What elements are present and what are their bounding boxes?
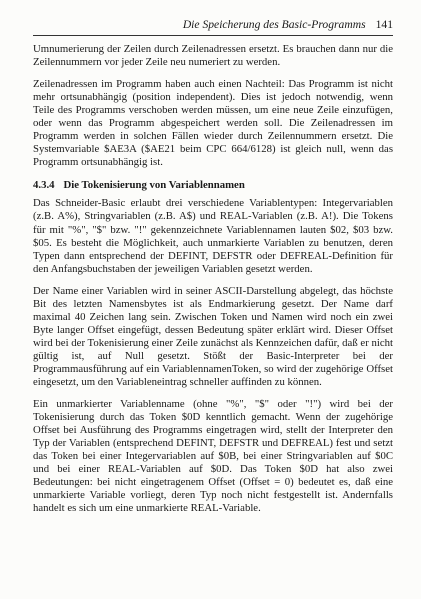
paragraph-2: Zeilenadressen im Programm haben auch einen Nachteil: Das Programm ist nicht mehr ortsunabhängig (position independent). Dies ist jedoch notwendig, wenn Teile des Programms verschoben werden müssen, um eine neue Zeile einzufügen, oder wenn das Programm abgespeichert werden soll. Die Zeilenadressen im Programm werden in solchen Fällen wieder durch Zeilennummern ersetzt. Die Systemvariable $AE3A ($AE21 beim CPC 664/6128) ist gleich null, wenn das Programm ortsunabhängig ist. bbox=[33, 78, 393, 169]
running-header-title: Die Speicherung des Basic-Programms bbox=[182, 18, 366, 31]
page-number: 141 bbox=[375, 18, 393, 31]
section-number: 4.3.4 bbox=[33, 179, 55, 192]
section-title: Die Tokenisierung von Variablennamen bbox=[63, 179, 245, 192]
running-header bbox=[33, 18, 393, 36]
paragraph-3: Das Schneider-Basic erlaubt drei verschiedene Variablentypen: Integervariablen (z.B. A%), Stringvariablen (z.B. A$) und REAL-Variablen (z.B. A!). Die Tokens für mit "%", "$" bzw. "!" gekennzeichnete Variablennamen lauten $02, $03 bzw. $05. Es besteht die Möglichkeit, auch unmarkierte Variablen zu benutzen, deren Typen dann entsprechend der DEFINT, DEFSTR oder DEFREAL-Definition für den Anfangsbuchstaben der jeweiligen Variablen gesetzt werden. bbox=[33, 197, 393, 275]
paragraph-5: Ein unmarkierter Variablenname (ohne "%", "$" oder "!") wird bei der Tokenisierung durch das Token $0D kenntlich gemacht. Wenn der zugehörige Offset bei Ausführung des Programms eingetragen wird, stellt der Interpreter den Typ der Variablen (entsprechend DEFINT, DEFSTR und DEFREAL) fest und setzt das Token bei einer Integervariablen auf $0B, bei einer Stringvariablen auf $0C und bei einer REAL-Variablen auf $0D. Das Token $0D hat also zwei Bedeutungen: bei nicht eingetragenem Offset (Offset = 0) bedeutet es, daß eine unmarkierte Variable vorliegt, deren Typ noch nicht festgestellt ist. Andernfalls handelt es sich um eine unmarkierte REAL-Variable. bbox=[33, 398, 393, 515]
paragraph-4: Der Name einer Variablen wird in seiner ASCII-Darstellung abgelegt, das höchste Bit des letzten Namensbytes ist als Endmarkierung gesetzt. Der Name darf maximal 40 Zeichen lang sein. Zwischen Token und Namen wird noch ein zwei Byte langer Offset eingefügt, dessen Bedeutung später erklärt wird. Dieser Offset wird bei der Tokenisierung einer Zeile zunächst als Kennzeichen dafür, daß er nicht gültig ist, auf Null gesetzt. Stößt der Basic-Interpreter bei der Programmausführung auf ein VariablennamenToken, so wird der zugehörige Offset eingesetzt, um den Variableneintrag schneller auffinden zu können. bbox=[33, 284, 393, 389]
paragraph-1: Umnumerierung der Zeilen durch Zeilenadressen ersetzt. Es brauchen dann nur die Zeilennummern vor jeder Zeile neu numeriert zu werden. bbox=[33, 43, 393, 69]
section-heading bbox=[33, 178, 393, 192]
